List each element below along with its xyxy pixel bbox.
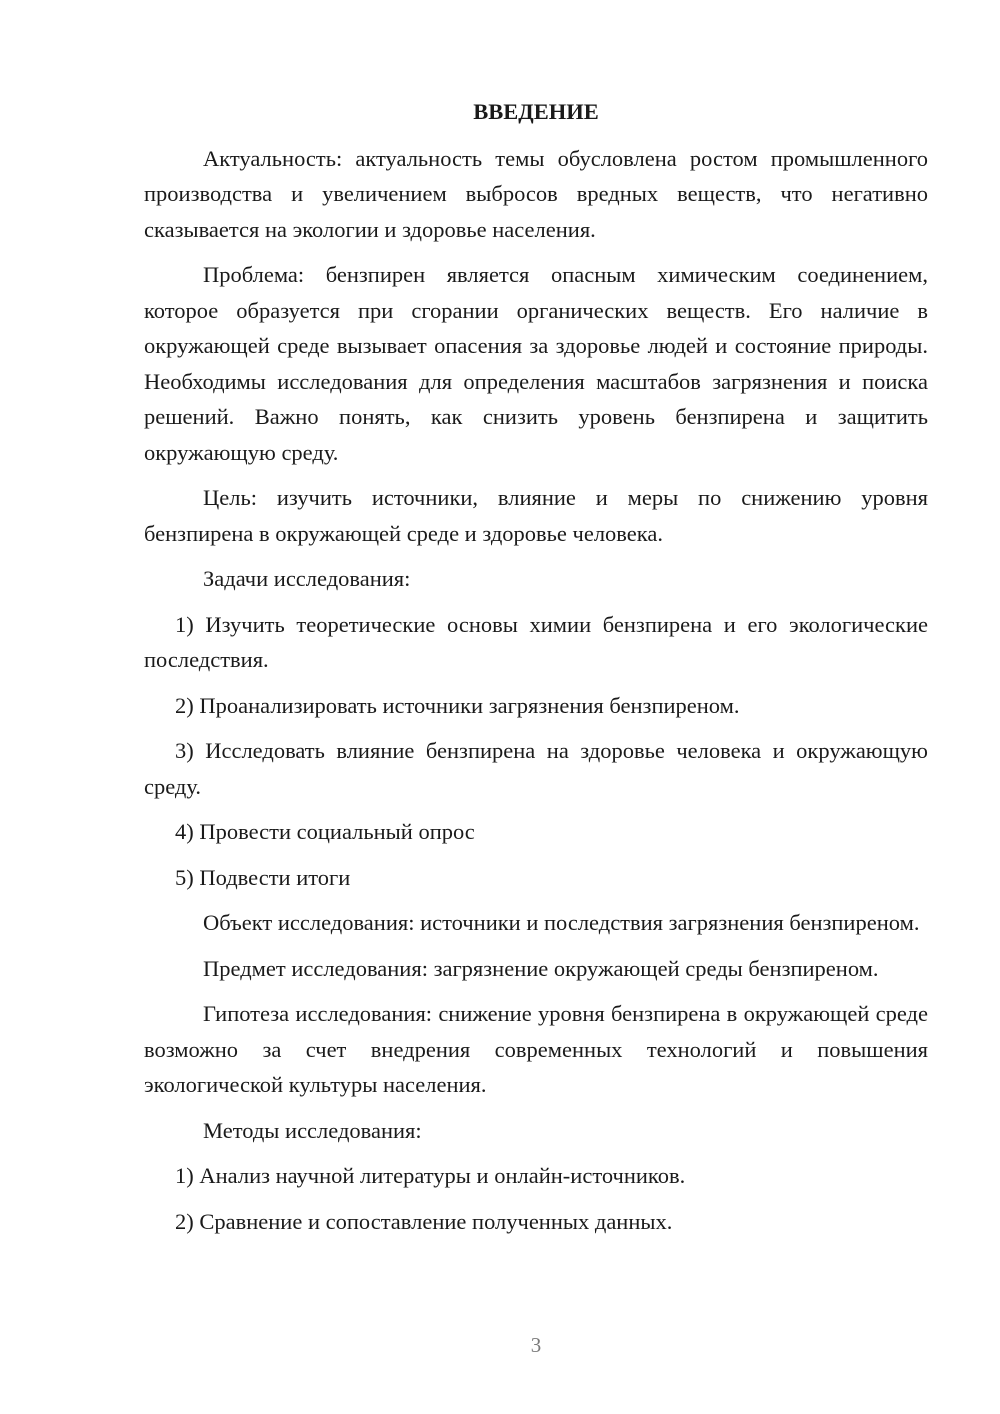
task-item: 1) Изучить теоретические основы химии бензпирена и его экологические последствия. xyxy=(144,611,928,672)
subject-paragraph: Предмет исследования: загрязнение окружающей среды бензпиреном. xyxy=(203,955,879,981)
method-item: 1) Анализ научной литературы и онлайн-источников. xyxy=(175,1163,686,1188)
tasks-title: Задачи исследования: xyxy=(203,566,411,591)
problem-paragraph: Проблема: бензпирен является опасным химическим соединением, которое образуется при сгорании органических веществ. Его наличие в окружающей среде вызывает опасения за здоровье людей и состояние природы. Необходимы исследования для определения масштабов загрязнения и поиска решений. Важно понять, как снизить уровень бензпирена и защитить окружающую среду. xyxy=(144,262,928,465)
hypothesis-paragraph: Гипотеза исследования: снижение уровня бензпирена в окружающей среде возможно за счет внедрения современных технологий и повышения экологической культуры населения. xyxy=(144,1001,928,1097)
page-number: 3 xyxy=(530,1333,542,1357)
task-item: 4) Провести социальный опрос xyxy=(175,819,475,844)
goal-paragraph: Цель: изучить источники, влияние и меры по снижению уровня бензпирена в окружающей среде и здоровье человека. xyxy=(144,485,928,546)
task-item: 5) Подвести итоги xyxy=(175,864,351,890)
section-heading: ВВЕДЕНИЕ xyxy=(473,99,599,124)
object-paragraph: Объект исследования: источники и последствия загрязнения бензпиреном. xyxy=(203,910,920,935)
relevance-paragraph: Актуальность: актуальность темы обусловлена ростом промышленного производства и увеличением выбросов вредных веществ, что негативно сказывается на экологии и здоровье населения. xyxy=(144,145,928,242)
task-item: 2) Проанализировать источники загрязнения бензпиреном. xyxy=(175,692,740,718)
task-item: 3) Исследовать влияние бензпирена на здоровье человека и окружающую среду. xyxy=(144,738,928,799)
methods-title: Методы исследования: xyxy=(203,1117,422,1143)
page-content xyxy=(144,94,928,1249)
method-item: 2) Сравнение и сопоставление полученных данных. xyxy=(175,1208,673,1234)
